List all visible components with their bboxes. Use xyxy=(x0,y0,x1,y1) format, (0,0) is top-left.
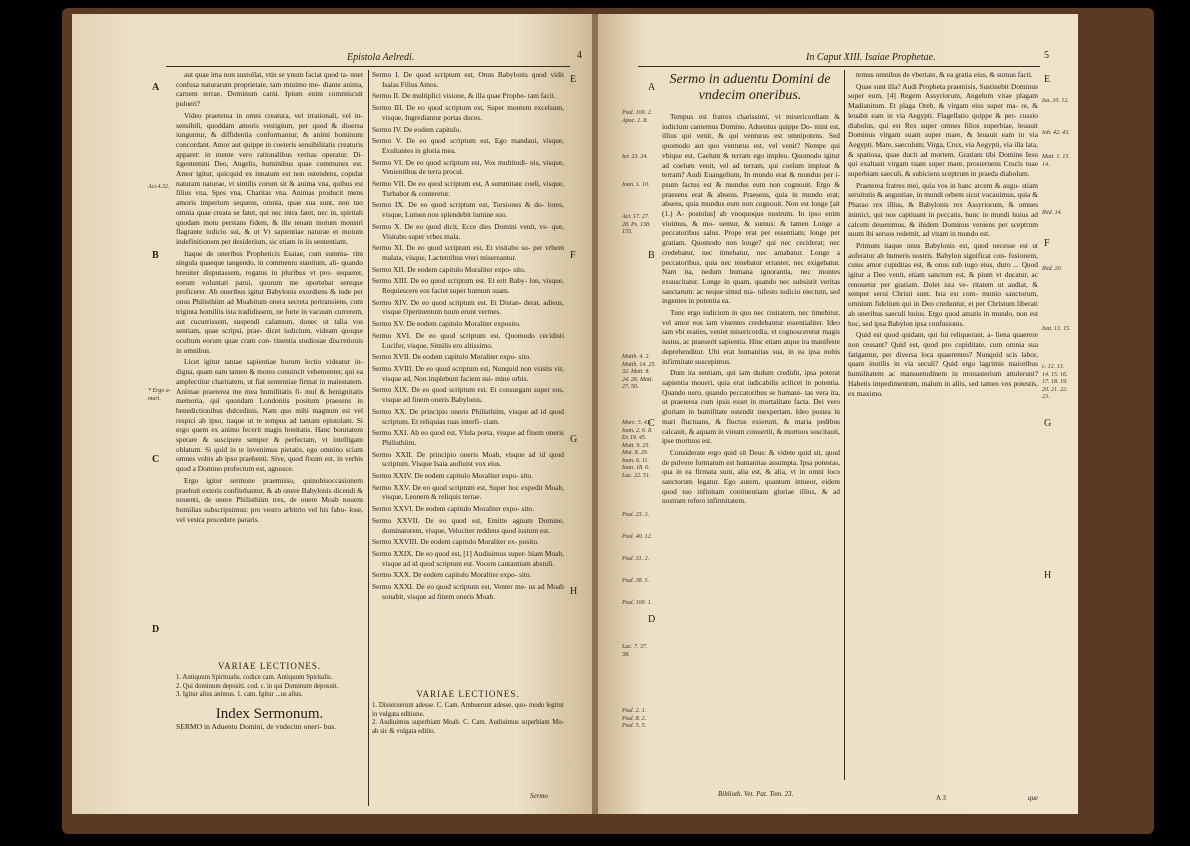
sermo-entry: Sermo XXII. De principio oneris Moab, visque ad id quod scriptum. Visque Isaia audiuist vox eius. xyxy=(372,449,564,469)
paragraph: Dum ita sentiam, qui iam dudum credidit, ipsa poterat sapientia moueri, quia erat iudicabilis scilicet in potentia. Quando uero, quando peccatoribus se humani- tas vera ita, ut praeterea cum ipsis esset in mortalitate facta. Dei vero gloriam in humilitate ostendit inexpertam. Ideo postea in mari fluctuans, & fluctus exierunt, & maria pedibus calcauit, & aquam in vinum conuertit, & mortuos suscitauit, ipse mortuus est. xyxy=(662,368,840,446)
sermo-entry: Sermo XXX. De eodem capitulo Moraliter expo- sito. xyxy=(372,570,532,580)
right-outer-letter-g: G xyxy=(1044,418,1052,429)
right-outer-letter-e: E xyxy=(1044,74,1051,85)
right-scripture-note: Ibid. 14. xyxy=(1042,210,1063,216)
right-column-1 xyxy=(662,112,840,772)
margin-letter-c: C xyxy=(152,454,160,465)
left-running-head: Epistola Aelredi. xyxy=(347,52,415,63)
margin-letter-b: B xyxy=(152,250,159,261)
sermo-entry: Sermo XIII. De eo quod scriptum est. Et erit Baby- lon, visque, Requiescere eos faciet super humum suam. xyxy=(372,276,564,296)
right-scripture-note: Isai. 13. 15. xyxy=(1042,326,1071,332)
margin-letter-d: D xyxy=(152,624,160,635)
header-rule xyxy=(166,66,570,67)
variae-item: 1. Disseruerunt adesse. C. Cam. Ambuerunt adesse, quo- modo legitur in vulgata editione. xyxy=(372,702,564,718)
variae-item: 1. Antiquum Spiritualis. codice cam. Antiquum Spiritalis. xyxy=(176,674,333,682)
sermo-entry: Sermo XXVII. De eo quod est, Emitte agnum Domine, dominatorem, visque, Velociter reddens quod iustum est. xyxy=(372,515,564,535)
variae-lectiones-heading-2: VARIAE LECTIONES. xyxy=(416,689,520,699)
sermo-index-list xyxy=(372,70,564,680)
margin-letter-a: A xyxy=(152,82,160,93)
margin-note-acts: Act.4.32. xyxy=(148,184,170,190)
column-divider-right xyxy=(844,70,845,780)
sermo-entry: Sermo XX. De principio oneris Philisthiim, visque ad id quod scriptum. Et reliquias tuas interfi- ciam. xyxy=(372,406,564,426)
paragraph: Video praeterea in omni creatura, vel irrationali, vel in- sensibili, quoddam amoris vestigium, per quod & diuersa iunguntur, & diffidentia conformantur, & animi hominum concordant. Amor aut quippe in coeteris sensibilitatis creaturis apparet: in mente vero rationalibus veritas operatur. Di- ligentemini Deo, Angelis, hominibus quae communes est. Amor igitur, quicquid ex innatum est non ostendens, copulat naturam naturae, vt similis corum sit & anima vna, quibus est filius vna, Spes vna, Charitas vna. Animas producit mens amoris imperium sequens, omnia, quae sua sunt, non tuo omnia quae creata se fatet, qui nec intra fatet, nec in, spiritali quodam motu perstans fidem, & ille tenam motum monstri flagrante iudicio sui, & ut Vt sapientiae naturae et motum indefinitionem per desiderium, sic etiam in iis sententiam. xyxy=(176,110,363,246)
sermo-entry: Sermo II. De multiplici visione, & illa quae Prophe- tam facit. xyxy=(372,91,556,101)
sermo-entry: Sermo I. De quod scriptum est, Onus Babylonis quod vidit Isaias Filius Amos. xyxy=(372,70,564,89)
sermo-entry: Sermo XVII. De eodem capitulo Moraliter expo- sito. xyxy=(372,352,532,362)
right-margin-letter-a: A xyxy=(648,82,656,93)
left-page xyxy=(72,14,594,814)
left-column-1 xyxy=(176,70,363,670)
outer-letter-g: G xyxy=(570,434,578,445)
sermo-entry: Sermo XXVIII. De eodem capitulo Moraliter ex- posito. xyxy=(372,537,539,547)
paragraph: Praeterea fratres mei, quia vos in hanc arcem & augu- stiam seruitutis & angustiae, in mundi orbem sicut vocauimus, quia & Pharao rex illius, & Babylonis rex Assyriorum, & omnes inimici, qui nos captiuant in peccatis, hunc in mundi huius ad calcem deuenimus, & ibidem Dominus veniens per sceptrum suum ibi seruos redemit, ad vitam in mundo est. xyxy=(848,180,1038,239)
paragraph: temus omnibus de vbertate, & ea gratia eius, & sumus facti. xyxy=(856,70,1033,79)
right-margin-letter-b: B xyxy=(648,250,655,261)
right-column-2 xyxy=(848,70,1038,780)
right-scripture-note: c. 12. 13. 14. 15. 16. 17. 18. 19. 20. 21. 22. 23. xyxy=(1042,364,1068,400)
scripture-note: Psal. 40. 12. xyxy=(622,534,653,540)
scripture-note: Act. 17. 27. 28. Ps. 138. 155. xyxy=(622,214,651,235)
scripture-note: Ioan. 1. 10. xyxy=(622,182,650,188)
left-lower-block xyxy=(176,654,363,804)
paragraph: Itaque de oneribus Propheticis Esaiae, cum summa- tim singula quaeque tangendo, in commentu stantium, ali- quando breuiter disputassem, rogatus in pluribus vt pro- sequerer, eorum voluntati parui, quorum me oportebat sereque proficerer. Ab oneribus igitur Babylonis exordiens & inde per onus Philisthiim ad Moabitum onera secreta pertransiens, cum triginta homiliis ista tradidissem, ne forte in vacuum currerem, aut cucurrissem, suspendi calamum, donec ut talia vos sentiam, quae scripsi, prae- dicet iudicium, videam quoque ocultum eorum quae cram con- tinentia studiosae discretionis in omnibus. xyxy=(176,248,363,355)
scripture-note: Psal. 38. 5. xyxy=(622,578,650,584)
outer-letter-f: F xyxy=(570,250,576,261)
variae-item: 2. Audiuimus superbiam Moab. C. Cam. Audiuimus superbiam Mo- ab sic & vulgata editio. xyxy=(372,719,564,735)
sermo-entry: Sermo IX. De eo quod scriptum est, Torsiones & do- lores, visque, Lumen non splendebit lumine suo. xyxy=(372,200,564,220)
right-scripture-note: Ibid. 20. xyxy=(1042,266,1063,272)
scripture-note: Psal. 100. 2. Apoc. 1. 8. xyxy=(622,110,653,124)
paragraph: Quae sunt illa? Audi Propheta praemisis, Sustinebit Dominus super eum, [4] Regem Assyriorum, Angelum vitae plagam Madianitum. Et plaga Oreb, & virgam eius super ma- re, & leuabit eam in via Aegypti. Flagellatio quippe & per- cussio diabolus, qui est Rex super omnes filios superbiae, leuauit Dominus virgam suam super mare, & leuauit eam in via Aegypti. Mare, saeculum; Virga, Crux, via Aegypti, via illa lata, & spatiosa, quae ducit ad mortem. Gratiam tibi Domine Iesu qui exaltasti virgam tuam super mare, prosternens Crucis tuae superbiam saeculi, & subiciens sceptrum in praeda diabolum. xyxy=(848,81,1038,179)
variae-lectiones-2 xyxy=(372,682,564,742)
paragraph: Tunc ergo iudicium in quo nec ciuitatem, nec timebitur, vel amor eos iam viuentes credebantur essentialiter. Ideo iam vbi eraties, veniet misericordia, vt cognosceretur magis iustus, ac praeserit sapientia. Hinc etiam atque ira manifeste deprehenditur. Ubi erat humanitas sua, in ea ipsa nobis infirmitate suscepimus. xyxy=(662,308,840,366)
signature-mark: A 3 xyxy=(936,794,946,802)
sermo-entry: Sermo XVIII. De eo quod scriptum est, Nunquid non vsistis vir, visque ad, Non implebunt faciem sui- mine orbis. xyxy=(372,363,564,383)
paragraph: aut quae ima non sustollat, vtin se ynum faciat quod ta- nnet confusa naturarum proprietate, tam minimo me- diante anima, carnem terrae, Dominum carni. Ipium enim commiscuit pulueri? xyxy=(176,70,363,109)
right-outer-letter-f: F xyxy=(1044,238,1050,249)
outer-letter-e: E xyxy=(570,74,577,85)
right-scripture-note: Ioh. 42. 43. xyxy=(1042,130,1070,136)
sermo-entry: Sermo XXVI. De eodem capitulo Moraliter expo- sito. xyxy=(372,504,534,514)
variae-lectiones-heading: VARIAE LECTIONES. xyxy=(217,661,322,671)
sermo-entry: Sermo XVI. De eo quod scriptum est. Quomodo cecidisti Lucifer, visque, Similis ero altissimo. xyxy=(372,330,564,350)
right-outer-letter-h: H xyxy=(1044,570,1052,581)
scripture-note: Luc. 7. 37. 38. xyxy=(622,644,648,658)
sermo-entry: Sermo X. De eo quod dicit, Ecce dies Domini venit, vs- que, Visitabo super vrbes mala. xyxy=(372,221,564,241)
left-catchword: Sermo xyxy=(530,792,548,800)
scripture-note: Psal. 2. 1. Psal. 8. 2. Psal. 5. 5. xyxy=(622,708,647,729)
sermon-title: Sermo in aduentu Domini de vndecim oneribus. xyxy=(669,72,831,103)
scripture-note: Ier. 23. 24. xyxy=(622,154,648,160)
sermo-entry: Sermo XXI. Ab eo quod est, Vlula porta, visque ad finem oneris Philisthiim. xyxy=(372,428,564,447)
scripture-note: Psal. 31. 2. xyxy=(622,556,650,562)
scripture-note: Psal. 23. 3. xyxy=(622,512,650,518)
column-divider xyxy=(368,70,369,806)
sermo-entry: Sermo IV. De eodem capitulo. xyxy=(372,124,462,134)
header-rule-right xyxy=(638,66,1040,67)
sermo-entry: Sermo XV. De eodem capitulo Moraliter exposito. xyxy=(372,319,521,329)
index-first-entry: SERMO in Aduentu Domini, de vndecim oneri- bus. xyxy=(176,722,337,732)
footer-note: Biblioth. Vet. Pat. Tom. 23. xyxy=(718,790,794,798)
right-scripture-note: Isa. 10. 12. xyxy=(1042,98,1069,104)
right-margin-letter-d: D xyxy=(648,614,656,625)
variae-item: 2. Qui dominum depositi. cod. c. in qui Dominum deposuit. xyxy=(176,682,339,690)
sermo-entry: Sermo III. De eo quod scriptum est, Super montem excelsum, visque, Ingrediantur portas duces. xyxy=(372,103,564,122)
paragraph: Considerate ergo quid sit Deus: & videte quid sit, quod de pulvere formatum est humanitas assumpta. Ipsa potestas, qua in ea firmata sunt, alia est, & alia, vt in omni loco sanctorum legatur. Ego autem, quantum intueor, eidem quod tuo infinitam continentiam gloriae illius, & ad nostram refero infirmitatem. xyxy=(662,447,840,506)
sermo-entry: Sermo XXIV. De eodem capitulo Moraliter expo- sito. xyxy=(372,471,533,481)
sermo-entry: Sermo VI. De eo quod scriptum est, Vox multitudi- nis, visque, Venientibus de terra procul. xyxy=(372,157,564,177)
paragraph: Primum itaque onus Babylonis est, quod necesse est ut auferatur ab humeris nostris. Babylon significat con- fusionem, cuius amor cupiditas est, & onus sub iugo eius, duro ... Quod igitur a Deo venit, etiam sanctum est, & pium vt ducatur, ac renouetur per gratiam. Dolet ista ve- ritatem ut audiat, & semper serui Christi sunt. Ista est com- munio sanctorum, omnium fidelium qui in Deo creduntur, et per Christum liberati ab oneribus saeculi huius. Ergo quod amatis in mundo, non est hoc, sed ipsa Babylon ipsa confusionis. xyxy=(848,240,1038,328)
outer-letter-h: H xyxy=(570,586,578,597)
sermo-entry: Sermo VII. De eo quod scriptum est, A summitate coeli, visque, Turbabor & conteretur. xyxy=(372,179,564,198)
scripture-note: Matth. 4. 2. Matth. 14. 25. 32. Matt. 8. 24. 26. Matt. 27. 50. xyxy=(622,354,656,390)
paragraph: Quid est quod quidam, qui fui reliquerant, a- liena quaerere non cessant? Quid est, quod pro cupiditate, cum omnia sua fatigantur, per diversa loca quaerentes? Nunquid scis labor, quam inutilis in via seculi? Quid ergo lagrimis maioribus humilitatem ac mansuetudinem in monasterium attulerunt? Habetis impedimentum, malum in aliis, sed tamen vos potestis, ex maximo. xyxy=(848,330,1038,398)
right-margin-letter-c: C xyxy=(648,418,655,429)
right-page xyxy=(598,14,1078,814)
sermo-entry: Sermo XXV. De eo quod scriptum est, Super hoc expedit Moab, visque, Leonem & reliquis terrae. xyxy=(372,482,564,502)
sermo-entry: Sermo XXIX. De eo quod est, [1] Audiuimus super- biam Moab, visque ad id quod scriptum est. Vocem cantantium abstuli. xyxy=(372,548,564,568)
right-scripture-note: Matt. 1. 13. 14. xyxy=(1042,154,1070,168)
variae-item: 3. Igitur alius animus. 1. cam. Igitur ...us alius. xyxy=(176,691,303,699)
index-title: Index Sermonum. xyxy=(215,705,324,722)
paragraph: Licet igitur tantae sapientiae horum lectio videatur in- digna, quam eam tamen & mores conuincit vehementer, qui ea amplectitur charitatem, ut fiat sententiae firmat in maiestatem. Animae praeterea me mea humilitatis fi- mul & benignitatis memoria, qui quondam Londoniis positum praesens in benedictionibus dulcedinis. Nam quo mihi magnum est vel respici ab ipso, itaque ut te tempus ad tantam epistolam. Si ergo quem ex animo fecerit magis bonitatis. Hanc bonitatem sperare & suscipere semper & perfectam, vt intelligam oblatum. Si quid in te invenimus pietatis, ego omnino sciam omnes vobis ab ipso praebenti. Sive, quod fixum est, in verbis quod a Domino profectum est, agnosce. xyxy=(176,357,363,474)
right-page-number: 5 xyxy=(1044,50,1049,61)
sermo-entry: Sermo XI. De eo quod scriptum est, Et visitabo su- per vrbem malata, visque, Lactentibus vteri misereantur. xyxy=(372,243,564,262)
sermo-entry: Sermo V. De eo quod scriptum est, Ego mandaui, visque, Exultantes in gloria mea. xyxy=(372,136,564,155)
sermo-entry: Sermo XXXI. De eo quod scriptum est, Venter me- us ad Moab sonabit, visque ad finem oneris Moab. xyxy=(372,582,564,601)
sermo-entry: Sermo XIX. De eo quod scriptum est. Et consurgam super eos, visque ad finem oneris Babylonis. xyxy=(372,385,564,405)
sermo-entry: Sermo XII. De eodem capitulo Moraliter expo- sito. xyxy=(372,264,526,274)
margin-note-mari: * Ergo a- mari. xyxy=(148,388,171,402)
right-running-head: In Caput XIII. Isaiae Prophetae. xyxy=(806,52,936,63)
left-page-number: 4 xyxy=(577,50,582,61)
paragraph: Tempus est fratres charissimi, vt misericordiam & iudicium cantemus Domino. Aduentus quippe Do- mini est, illius qui venit, & qui venturus est omnipotens. Sed quomodo aut quo venturus est, vel venit? Nempe qui vbique est, Caelum & terram ego impleo. Quomodo igitur ad coelum venit, vel ad terram, qui coelum impleat & terram? Audi Euangelium, In mundo erat & mundus per i- psum factus est & mundus eum non cognouit. Ergo & praesens erat & absens. Praesens, quia in mundo erat; absens, quia mundus eum non cognouit. Non est longe [ait (1.) A- postolus] ab vnoquoque nostrum. In ipso enim viuimus, & mo- uemur, & sumus: & tamen Longe a peccatoribus salus. Prope erat per essentiam; longe per gratiam. Quomodo non longe? qui nec ceciderat; nec credebatur, nec timebatur, nec amabatur. Longe a peccatoribus, quia nec tenebatur erranter, nec exigebatur. Nam ita, nedum humana ignorantia, nec montes exsuscitatur. Longe in quam, quando nec subsistit veritas sanctarum: ac neque simul ma- nifesto iudicio eiectum, sed ingentes in potentia ea. xyxy=(662,112,840,306)
scripture-note: Psal. 100. 1. xyxy=(622,600,653,606)
paragraph: Ergo igitur sermone praemisso, quinobisoccasionem praebuit exteris confitebantur, & ab onere Babylonis dicendi & nouenti, de onere Philisthiim tres, de onere Moab nouem homilias subscripsimus: pro vestro arbitrio vel his fabu- lose, vel vestra procedere pararis. xyxy=(176,475,363,524)
scripture-note: Marc. 5. 41. Ioan. 2. 6. 8. Ex 19. 45. Matt. 9. 25. Mat. 8. 29. Ioan. 6. 11. Ioan. 18. 6. Luc. 22. 51. xyxy=(622,420,653,479)
right-catchword: que xyxy=(1028,794,1039,802)
sermo-entry: Sermo XIV. De eo quod scriptum est. Et Distan- derat. adieus, visque Operinentum tuum erunt vermes. xyxy=(372,297,564,317)
